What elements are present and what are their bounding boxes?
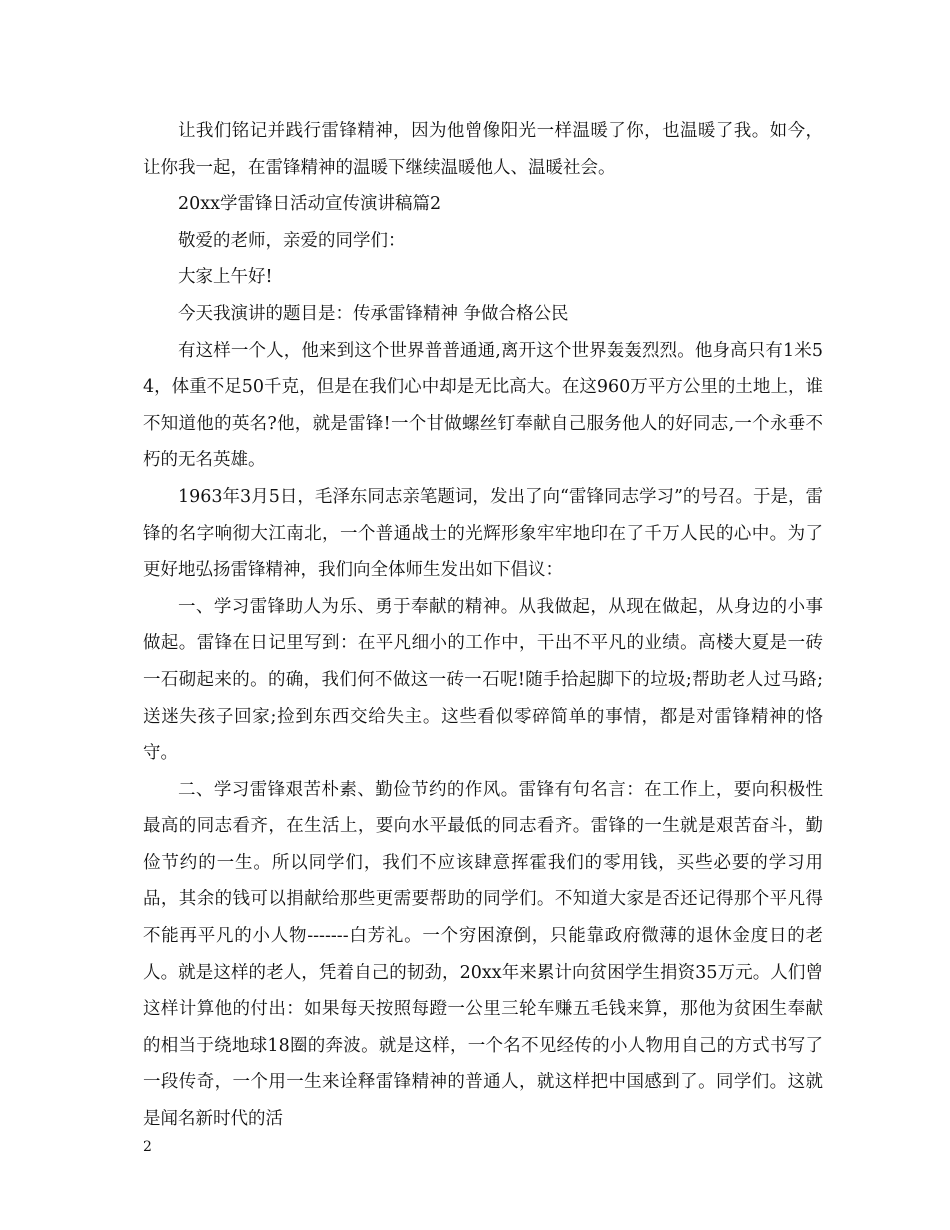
paragraph-history: 1963年3月5日，毛泽东同志亲笔题词，发出了向“雷锋同志学习”的号召。于是，雷锋的名字响彻大江南北，一个普通战士的光辉形象牢牢地印在了千万人民的心中。为了更好地弘扬雷锋精神，我们向全体师生发出如下倡议： <box>143 486 823 581</box>
speech-topic: 今天我演讲的题目是：传承雷锋精神 争做合格公民 <box>178 303 569 324</box>
paragraph-proposal-one: 一、学习雷锋助人为乐、勇于奉献的精神。从我做起，从现在做起，从身边的小事做起。雷锋在日记里写到：在平凡细小的工作中，干出不平凡的业绩。高楼大夏是一砖一石砌起来的。的确，我们何不做这一砖一石呢!随手拾起脚下的垃圾;帮助老人过马路;送迷失孩子回家;捡到东西交给失主。这些看似零碎简单的事情，都是对雷锋精神的恪守。 <box>143 596 823 764</box>
paragraph-proposal-two: 二、学习雷锋艰苦朴素、勤俭节约的作风。雷锋有句名言：在工作上，要向积极性最高的同志看齐，在生活上，要向水平最低的同志看齐。雷锋的一生就是艰苦奋斗，勤俭节约的一生。所以同学们，我们不应该肆意挥霍我们的零用钱，买些必要的学习用品，其余的钱可以捐献给那些更需要帮助的同学们。不知道大家是否还记得那个平凡得不能再平凡的小人物-------白芳礼。一个穷困潦倒，只能靠政府微薄的退休金度日的老人。就是这样的老人，凭着自己的韧劲，20xx年来累计向贫困学生捐资35万元。人们曾这样计算他的付出：如果每天按照每蹬一公里三轮车赚五毛钱来算，那他为贫困生奉献的相当于绕地球18圈的奔波。就是这样，一个名不见经传的小人物用自己的方式书写了一段传奇，一个用一生来诠释雷锋精神的普通人，就这样把中国感到了。同学们。这就是闻名新时代的活 <box>143 779 823 1130</box>
greeting: 大家上午好! <box>178 267 273 288</box>
page-number: 2 <box>143 1139 152 1155</box>
paragraph-introduction: 有这样一个人，他来到这个世界普普通通,离开这个世界轰轰烈烈。他身高只有1米54，体重不足50千克，但是在我们心中却是无比高大。在这960万平方公里的土地上，谁不知道他的英名?他，就是雷锋!一个甘做螺丝钉奉献自己服务他人的好同志,一个永垂不朽的无名英雄。 <box>143 340 823 471</box>
salutation: 敬爱的老师，亲爱的同学们： <box>178 230 406 251</box>
document-body <box>143 113 823 1138</box>
paragraph-closing-remarks: 让我们铭记并践行雷锋精神，因为他曾像阳光一样温暖了你，也温暖了我。如今，让你我一起，在雷锋精神的温暖下继续温暖他人、温暖社会。 <box>143 121 823 178</box>
speech-title-heading: 20xx学雷锋日活动宣传演讲稿篇2 <box>178 194 442 215</box>
